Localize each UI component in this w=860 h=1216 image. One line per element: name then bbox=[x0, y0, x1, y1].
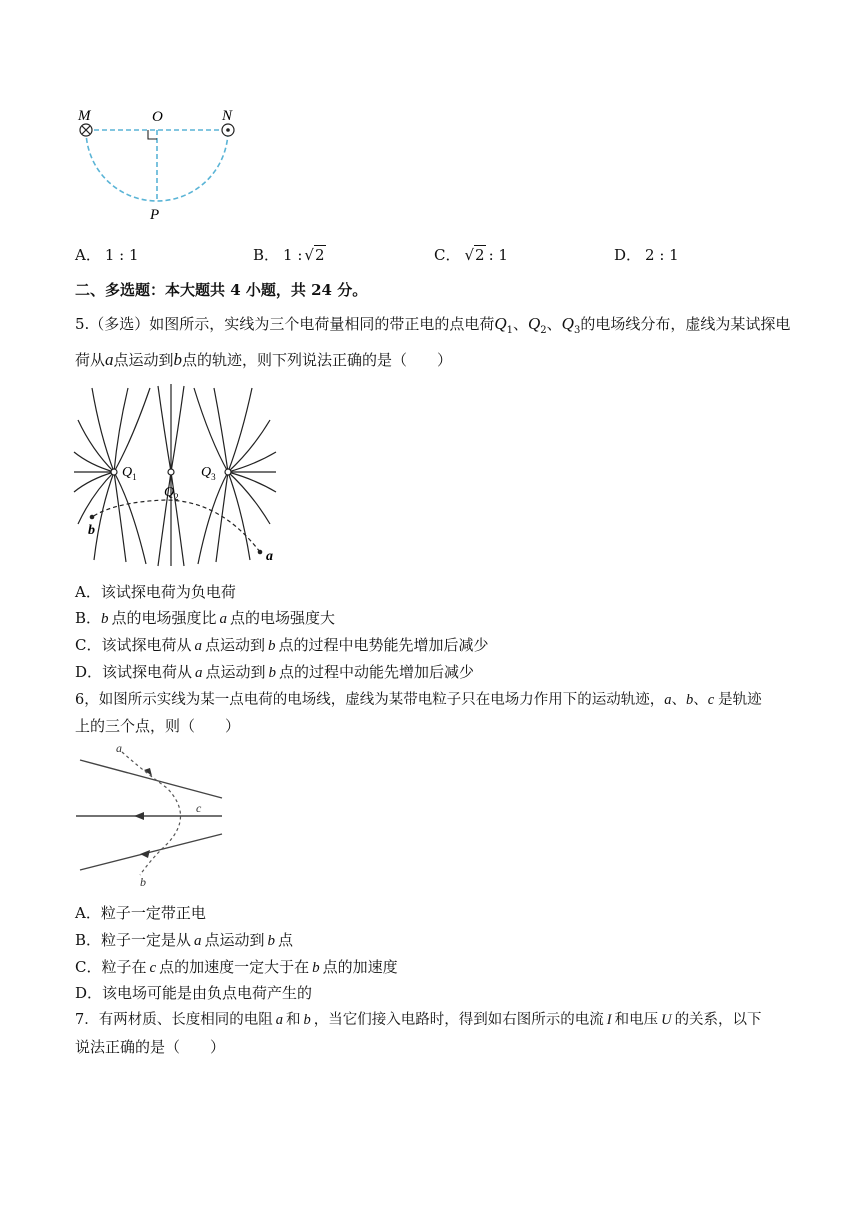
option-d: D． 2 : 1 bbox=[614, 246, 679, 264]
label-a: a bbox=[266, 549, 273, 564]
figure-semicircle bbox=[70, 105, 250, 230]
point-b-marker bbox=[90, 515, 95, 520]
label-o: O bbox=[152, 109, 163, 125]
arrow-lower bbox=[140, 850, 150, 858]
q5-option-a: A．该试探电荷为负电荷 bbox=[75, 583, 236, 601]
label-b: b bbox=[88, 523, 95, 538]
option-c: C． √2 : 1 bbox=[434, 246, 508, 264]
option-a: A． 1 : 1 bbox=[75, 246, 139, 264]
q5-stem-line1: 5.（多选）如图所示，实线为三个电荷量相同的带正电的点电荷$Q_1$、$Q_2$、$Q_3$的电场线分布，虚线为某试探电 bbox=[75, 314, 791, 336]
figure-trajectory-point-charge bbox=[72, 740, 232, 890]
point-a-marker bbox=[258, 550, 263, 555]
label-n: N bbox=[222, 108, 233, 124]
q5-option-d: D．该试探电荷从 a 点运动到 b 点的过程中动能先增加后减少 bbox=[75, 663, 475, 681]
q5-option-b: B．b 点的电场强度比 a 点的电场强度大 bbox=[75, 609, 336, 627]
label-q2: $Q_2$ bbox=[164, 485, 179, 502]
q5-stem-line2: 荷从a点运动到b点的轨迹，则下列说法正确的是（ ） bbox=[75, 350, 453, 369]
right-angle-mark bbox=[148, 130, 157, 139]
q5-option-c: C．该试探电荷从 a 点运动到 b 点的过程中电势能先增加后减少 bbox=[75, 636, 489, 654]
cross-into-page-icon bbox=[80, 124, 92, 136]
charge-q3-marker bbox=[225, 469, 231, 475]
charge-q2-marker bbox=[168, 469, 174, 475]
arrow-middle bbox=[134, 812, 144, 820]
label-m: M bbox=[78, 108, 91, 124]
figure-field-lines-three-charges bbox=[70, 380, 280, 568]
label-a: a bbox=[116, 741, 122, 755]
section-heading: 二、多选题：本大题共 4 小题，共 24 分。 bbox=[75, 281, 368, 299]
label-q3: $Q_3$ bbox=[201, 465, 216, 482]
q6-option-d: D．该电场可能是由负点电荷产生的 bbox=[75, 984, 313, 1002]
q6-option-a: A．粒子一定带正电 bbox=[75, 904, 206, 922]
field-lines bbox=[74, 384, 276, 566]
q6-stem-line1: 6，如图所示实线为某一点电荷的电场线，虚线为某带电粒子只在电场力作用下的运动轨迹，a、b、c 是轨迹 bbox=[75, 692, 762, 708]
q6-option-c: C．粒子在 c 点的加速度一定大于在 b 点的加速度 bbox=[75, 958, 398, 976]
label-p: P bbox=[150, 207, 160, 223]
q6-option-b: B．粒子一定是从 a 点运动到 b 点 bbox=[75, 931, 294, 949]
q7-stem-line1: 7．有两材质、长度相同的电阻 a 和 b ，当它们接入电路时，得到如右图所示的电流 I 和电压 U 的关系，以下 bbox=[75, 1012, 762, 1028]
q7-stem-line2: 说法正确的是（ ） bbox=[75, 1038, 226, 1056]
dot-out-of-page-icon bbox=[222, 124, 234, 136]
label-q1: $Q_1$ bbox=[122, 465, 137, 482]
q6-stem-line2: 上的三个点，则（ ） bbox=[75, 717, 241, 735]
label-b: b bbox=[140, 875, 146, 889]
charge-q1-marker bbox=[111, 469, 117, 475]
label-c: c bbox=[196, 801, 202, 815]
option-b: B． 1 : √2 bbox=[253, 246, 325, 264]
